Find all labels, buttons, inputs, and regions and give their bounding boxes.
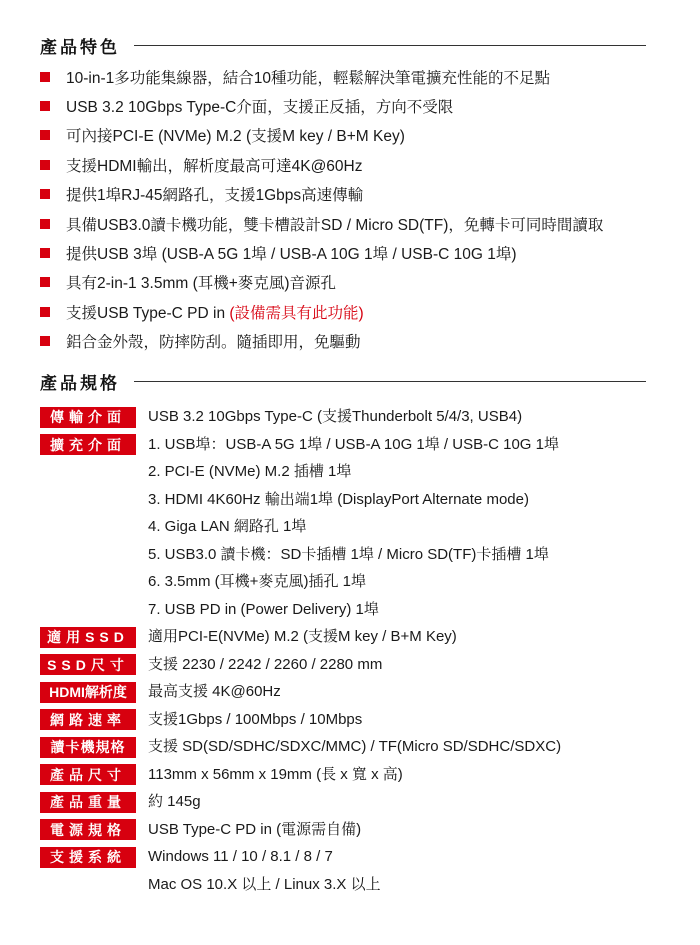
feature-note: (設備需具有此功能) <box>229 304 364 322</box>
spec-value: 7. USB PD in (Power Delivery) 1埠 <box>148 600 379 618</box>
feature-item <box>40 327 680 356</box>
spec-value: 113mm x 56mm x 19mm (長 x 寬 x 高) <box>148 765 403 783</box>
spec-table <box>40 403 680 898</box>
spec-row-network <box>40 706 680 734</box>
spec-values <box>148 761 403 789</box>
spec-value: 3. HDMI 4K60Hz 輸出端1埠 (DisplayPort Alternate mode) <box>148 490 529 508</box>
spec-label: 擴充介面 <box>40 434 136 455</box>
spec-values <box>148 843 381 898</box>
spec-value: 2. PCI-E (NVMe) M.2 插槽 1埠 <box>148 463 352 480</box>
bullet-square-icon <box>40 277 50 287</box>
spec-value: 支援1Gbps / 100Mbps / 10Mbps <box>148 710 363 728</box>
spec-label: 適用SSD <box>40 627 136 648</box>
feature-item <box>40 180 680 209</box>
spec-row-ssd-size <box>40 651 680 679</box>
spec-label: 支援系統 <box>40 847 136 868</box>
spec-label: 電源規格 <box>40 819 136 840</box>
spec-value: 5. USB3.0 讀卡機：SD卡插槽 1埠 / Micro SD(TF)卡插槽 1埠 <box>148 545 549 563</box>
spec-row-weight <box>40 788 680 816</box>
spec-label: 網路速率 <box>40 709 136 730</box>
spec-row-card-reader <box>40 733 680 761</box>
spec-value: 6. 3.5mm (耳機+麥克風)插孔 1埠 <box>148 573 366 590</box>
spec-label: HDMI解析度 <box>40 682 136 703</box>
spec-row-expansion <box>40 431 680 624</box>
spec-values <box>148 678 281 706</box>
spec-values <box>148 623 457 651</box>
spec-label: 傳輸介面 <box>40 407 136 428</box>
specs-divider <box>134 381 646 382</box>
bullet-square-icon <box>40 307 50 317</box>
spec-label: 產品尺寸 <box>40 764 136 785</box>
spec-label: 讀卡機規格 <box>40 737 136 758</box>
feature-text: 提供1埠RJ-45網路孔，支援1Gbps高速傳輸 <box>66 187 364 205</box>
feature-item <box>40 121 680 150</box>
feature-text: USB 3.2 10Gbps Type-C介面，支援正反插，方向不受限 <box>66 99 454 117</box>
specs-header <box>40 366 646 396</box>
spec-value: USB 3.2 10Gbps Type-C (支援Thunderbolt 5/4/3, USB4) <box>148 408 523 425</box>
feature-text: 鋁合金外殼，防摔防刮。隨插即用，免驅動 <box>66 334 361 352</box>
spec-values <box>148 403 522 431</box>
spec-values <box>148 651 382 679</box>
spec-values <box>148 788 201 816</box>
spec-row-power <box>40 816 680 844</box>
feature-item <box>40 150 680 179</box>
bullet-square-icon <box>40 101 50 111</box>
features-divider <box>134 45 646 46</box>
feature-item <box>40 209 680 238</box>
spec-value: 適用PCI-E(NVMe) M.2 (支援M key / B+M Key) <box>148 628 457 645</box>
spec-value: 支援 SD(SD/SDHC/SDXC/MMC) / TF(Micro SD/SDHC/SDXC) <box>148 738 562 755</box>
bullet-square-icon <box>40 160 50 170</box>
feature-item <box>40 91 680 120</box>
spec-row-interface <box>40 403 680 431</box>
bullet-square-icon <box>40 72 50 82</box>
spec-value: 支援 2230 / 2242 / 2260 / 2280 mm <box>148 655 383 673</box>
feature-text: 具備USB3.0讀卡機功能，雙卡槽設計SD / Micro SD(TF)，免轉卡可同時間讀取 <box>66 216 604 234</box>
spec-value: USB Type-C PD in (電源需自備) <box>148 820 362 838</box>
feature-item <box>40 238 680 267</box>
spec-row-hdmi <box>40 678 680 706</box>
spec-values <box>148 431 559 624</box>
spec-value: 最高支援 4K@60Hz <box>148 683 281 700</box>
features-title: 產品特色 <box>40 37 120 57</box>
spec-values <box>148 706 362 734</box>
bullet-square-icon <box>40 219 50 229</box>
feature-text: 具有2-in-1 3.5mm (耳機+麥克風)音源孔 <box>66 275 336 293</box>
bullet-square-icon <box>40 189 50 199</box>
spec-row-dimensions <box>40 761 680 789</box>
spec-value: Windows 11 / 10 / 8.1 / 8 / 7 <box>148 848 333 865</box>
spec-values <box>148 733 561 761</box>
feature-text: 可內接PCI-E (NVMe) M.2 (支援M key / B+M Key) <box>66 128 405 146</box>
feature-text: 支援USB Type-C PD in <box>66 304 230 322</box>
feature-item <box>40 62 680 91</box>
spec-value: Mac OS 10.X 以上 / Linux 3.X 以上 <box>148 875 381 893</box>
spec-value: 1. USB埠：USB-A 5G 1埠 / USB-A 10G 1埠 / USB-C 10G 1埠 <box>148 435 559 453</box>
spec-value: 4. Giga LAN 網路孔 1埠 <box>148 518 307 535</box>
bullet-square-icon <box>40 248 50 258</box>
spec-row-ssd <box>40 623 680 651</box>
bullet-square-icon <box>40 130 50 140</box>
features-header <box>40 30 646 60</box>
feature-text: 提供USB 3埠 (USB-A 5G 1埠 / USB-A 10G 1埠 / USB-C 10G 1埠) <box>66 246 517 264</box>
spec-value: 約 145g <box>148 793 201 810</box>
feature-item <box>40 297 680 326</box>
feature-text: 支援HDMI輸出，解析度最高可達4K@60Hz <box>66 157 363 175</box>
specs-title: 產品規格 <box>40 373 120 393</box>
bullet-square-icon <box>40 336 50 346</box>
feature-item <box>40 268 680 297</box>
spec-label: 產品重量 <box>40 792 136 813</box>
spec-label: SSD尺寸 <box>40 654 136 675</box>
spec-row-os <box>40 843 680 898</box>
feature-text: 10-in-1多功能集線器，結合10種功能，輕鬆解決筆電擴充性能的不足點 <box>66 69 550 87</box>
spec-values <box>148 816 361 844</box>
feature-list <box>40 62 680 356</box>
